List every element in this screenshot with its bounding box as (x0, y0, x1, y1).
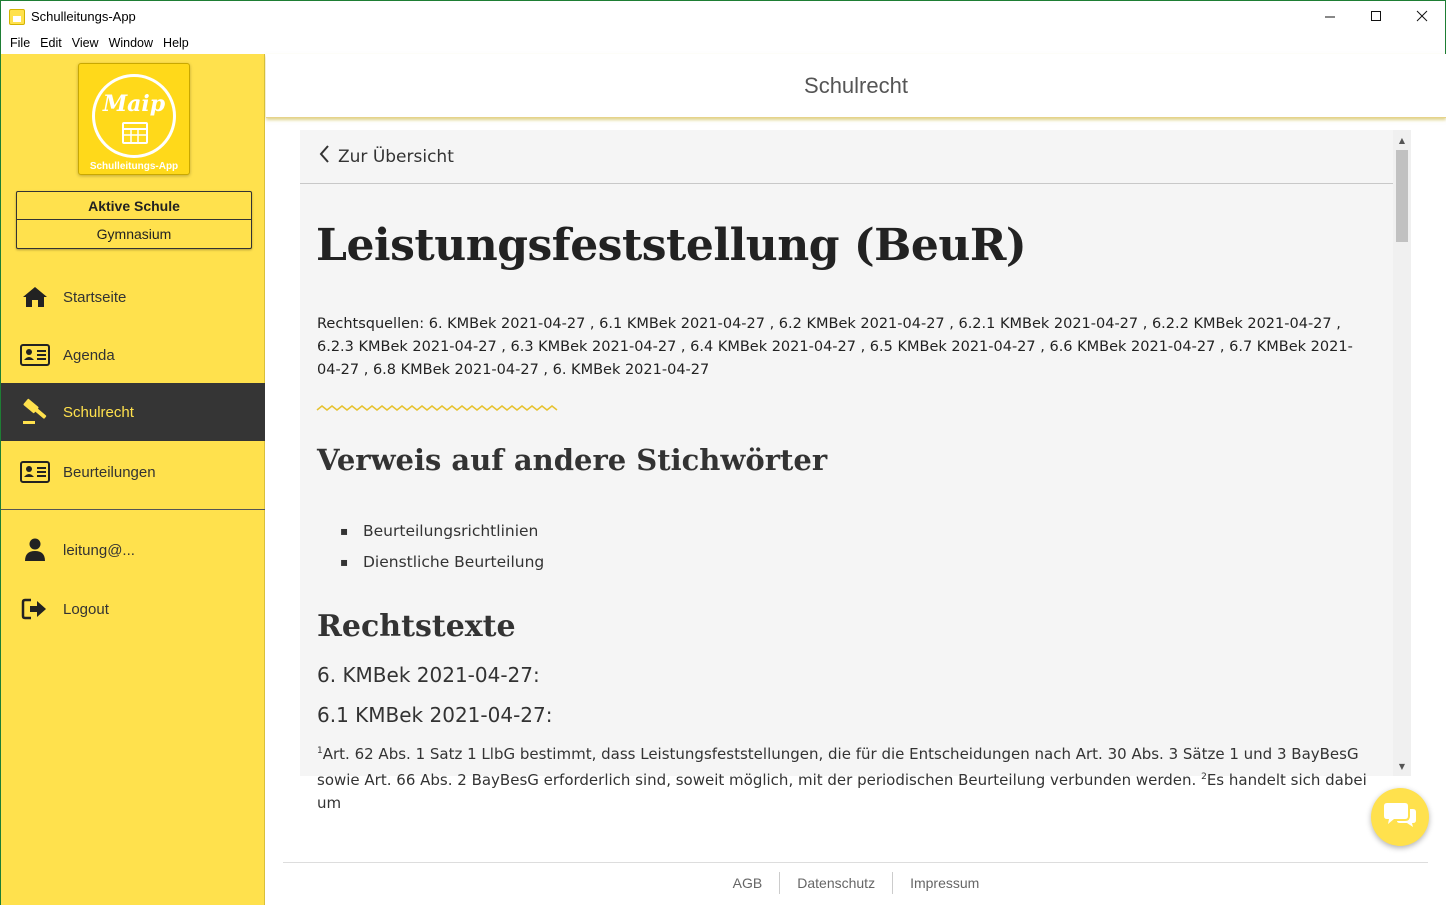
menu-file[interactable]: File (10, 36, 31, 50)
nav-startseite[interactable] (1, 268, 265, 326)
sentence-number: 2 (1201, 772, 1207, 782)
title-bar (0, 0, 1446, 32)
nav-label: Agenda (63, 346, 115, 364)
close-icon (1417, 11, 1428, 22)
minimize-button[interactable] (1307, 1, 1353, 31)
wave-divider (317, 403, 559, 413)
footer-link-impressum[interactable]: Impressum (910, 875, 980, 891)
scroll-up-icon[interactable]: ▲ (1398, 135, 1406, 145)
nav-label: Schulrecht (63, 403, 134, 421)
nav-label: leitung@... (63, 541, 135, 559)
legal-text-paragraph (317, 740, 1377, 815)
logout-icon (22, 596, 48, 622)
active-school-selector[interactable] (16, 191, 252, 249)
section-heading: 6.1 KMBek 2021-04-27: (317, 703, 553, 727)
nav-label: Startseite (63, 288, 127, 306)
window-title: Schulleitungs-App (31, 9, 136, 24)
maximize-icon (1371, 11, 1382, 22)
back-link[interactable] (300, 130, 1393, 184)
nav-label: Beurteilungen (63, 463, 156, 481)
id-card-icon (22, 459, 48, 485)
legal-text: Es handelt sich dabei um (317, 771, 1367, 812)
content-card (300, 130, 1393, 812)
footer (266, 868, 1446, 898)
close-button[interactable] (1399, 1, 1445, 31)
calendar-icon (122, 122, 148, 144)
logo-caption: Schulleitungs-App (89, 161, 179, 172)
document-title: Leistungsfeststellung (BeuR) (316, 220, 1027, 271)
references-list (340, 515, 544, 577)
nav-logout[interactable] (1, 580, 265, 638)
minimize-icon (1325, 11, 1336, 22)
chat-icon (1383, 801, 1417, 833)
content-scrollbar[interactable] (1393, 130, 1411, 776)
references-heading: Verweis auf andere Stichwörter (317, 443, 828, 477)
sidebar (0, 54, 265, 905)
page-title: Schulrecht (804, 72, 908, 98)
id-card-icon (22, 342, 48, 368)
nav-label: Logout (63, 600, 109, 618)
sidebar-divider (1, 509, 265, 510)
page-header (266, 54, 1446, 118)
gavel-icon (22, 399, 48, 425)
active-school-value: Gymnasium (96, 226, 172, 242)
home-icon (22, 284, 48, 310)
logo-script: Maip (102, 91, 166, 117)
reference-label: Beurteilungsrichtlinien (363, 521, 539, 540)
nav-beurteilungen[interactable] (1, 443, 265, 501)
footer-link-datenschutz[interactable]: Datenschutz (797, 875, 876, 891)
app-logo[interactable] (78, 63, 190, 175)
nav-user[interactable] (1, 521, 265, 579)
chat-button[interactable] (1371, 788, 1429, 846)
chevron-left-icon (318, 144, 330, 169)
footer-link-agb[interactable]: AGB (732, 875, 763, 891)
menu-bar (0, 32, 1446, 54)
reference-link[interactable]: ▪ Beurteilungsrichtlinien (340, 521, 539, 540)
menu-help[interactable]: Help (163, 36, 189, 50)
menu-edit[interactable]: Edit (40, 36, 62, 50)
menu-window[interactable]: Window (108, 36, 154, 50)
sentence-number: 1 (317, 746, 323, 756)
legal-sources: Rechtsquellen: 6. KMBek 2021-04-27 , 6.1 KMBek 2021-04-27 , 6.2 KMBek 2021-04-27 , 6.2.1 KMBek 2021-04-27 , 6.2.2 KMBek 2021-04-27 , 6.2.3 KMBek 2021-04-27 , 6.3 KMBek 2021-04-27 , 6.4 KMBek 2021-04-27 , 6.5 KMBek 2021-04-27 , 6.6 KMBek 2021-04-27 , 6.7 KMBek 2021-04-27 , 6.8 KMBek 2021-04-27 , 6. KMBek 2021-04-27 (317, 316, 1353, 378)
maximize-button[interactable] (1353, 1, 1399, 31)
scrollbar-thumb[interactable] (1396, 150, 1408, 242)
section-heading: 6. KMBek 2021-04-27: (317, 663, 540, 687)
active-school-label: Aktive Schule (17, 192, 251, 220)
nav-schulrecht[interactable] (1, 383, 265, 441)
menu-view[interactable]: View (71, 36, 99, 50)
nav-agenda[interactable] (1, 326, 265, 384)
reference-label: Dienstliche Beurteilung (363, 552, 545, 571)
legal-text: Art. 62 Abs. 1 Satz 1 LlbG bestimmt, dass Leistungsfeststellungen, die für die Entscheidungen nach Art. 30 Abs. 3 Sätze 1 und 3 BayBesG sowie Art. 66 Abs. 2 BayBesG erforderlich sind, soweit möglich, mit der periodischen Beurteilung verbunden werden. (317, 745, 1359, 789)
user-icon (22, 537, 48, 563)
window-controls (1307, 1, 1445, 31)
footer-divider (283, 862, 1428, 863)
logo-emblem (92, 74, 176, 158)
legal-texts-heading: Rechtstexte (317, 609, 516, 644)
app-icon (9, 9, 25, 25)
reference-link[interactable]: ▪ Dienstliche Beurteilung (340, 552, 545, 571)
scroll-down-icon[interactable]: ▼ (1398, 761, 1406, 771)
back-label: Zur Übersicht (338, 146, 454, 167)
